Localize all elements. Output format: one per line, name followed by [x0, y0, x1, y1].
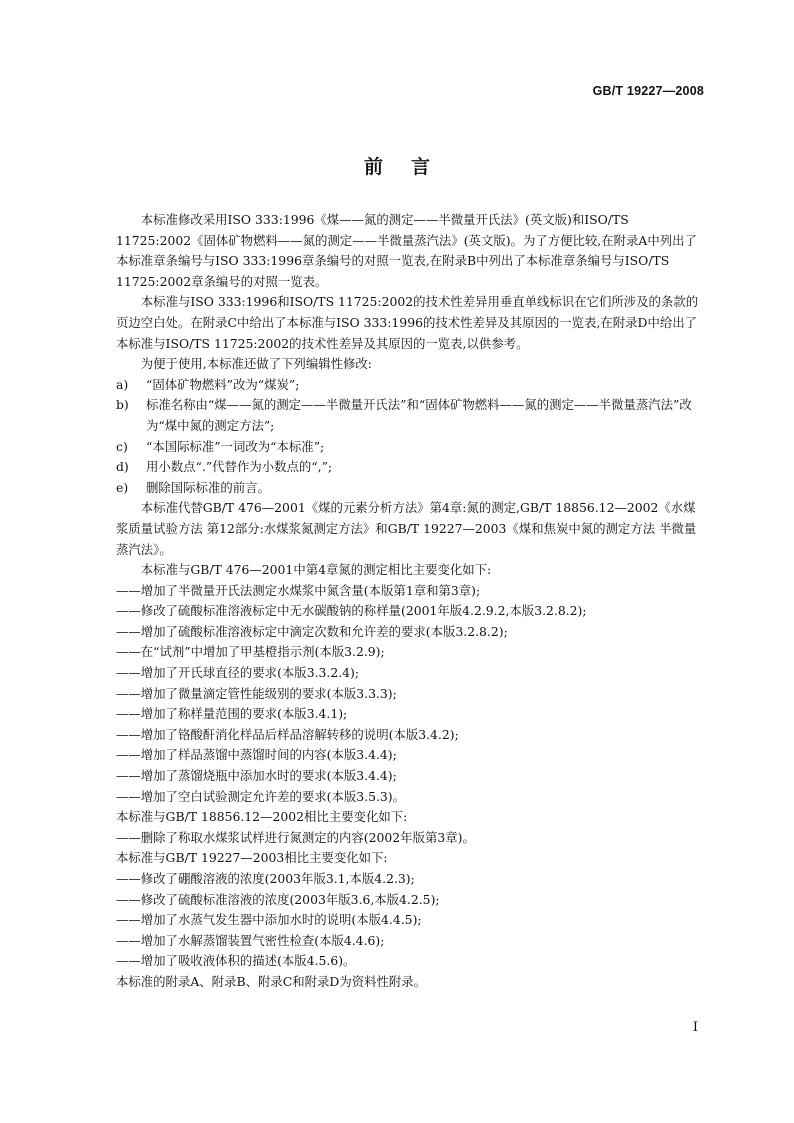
paragraph: 本标准代替GB/T 476—2001《煤的元素分析方法》第4章:氮的测定,GB/T 18856.12—2002《水煤浆质量试验方法 第12部分:水煤浆氮测定方法》和GB/T 19227—2003《煤和焦炭中氮的测定方法 半微量蒸汽法》。	[116, 500, 697, 557]
change-item: ——增加了空白试验测定允许差的要求(本版3.5.3)。	[116, 788, 406, 804]
change-item: ——增加了水蒸气发生器中添加水时的说明(本版4.4.5);	[116, 912, 422, 928]
change-item: ——增加了硫酸标准溶液标定中滴定次数和允许差的要求(本版3.2.8.2);	[116, 623, 508, 639]
list-item	[116, 437, 704, 458]
paragraph: 本标准与GB/T 19227—2003相比主要变化如下:	[116, 850, 388, 866]
change-item: ——增加了开氏球直径的要求(本版3.3.2.4);	[116, 665, 360, 681]
paragraph: 本标准与GB/T 18856.12—2002相比主要变化如下:	[116, 809, 408, 825]
change-item: ——增加了称样量范围的要求(本版3.4.1);	[116, 706, 348, 722]
change-item: ——增加了铬酸酐消化样品后样品溶解转移的说明(本版3.4.2);	[116, 726, 459, 742]
list-marker: d)	[116, 459, 129, 475]
change-item: ——增加了微量滴定管性能级别的要求(本版3.3.3);	[116, 685, 397, 701]
standard-number: GB/T 19227—2008	[592, 84, 704, 98]
change-item: ——增加了半微量开氏法测定水煤浆中氮含量(本版第1章和第3章);	[116, 582, 481, 598]
change-item: ——修改了硫酸标准溶液标定中无水碳酸钠的称样量(2001年版4.2.9.2,本版3.2.8.2);	[116, 603, 587, 619]
change-item: ——修改了硼酸溶液的浓度(2003年版3.1,本版4.2.3);	[116, 871, 415, 886]
list-marker: c)	[116, 438, 128, 454]
list-text: 删除国际标准的前言。	[146, 479, 270, 495]
page-title: 前言	[363, 156, 458, 178]
page-number: I	[692, 1020, 698, 1035]
list-text: 用小数点“.”代替作为小数点的“,”;	[146, 459, 333, 475]
list-marker: a)	[116, 376, 129, 392]
change-item: ——增加了吸收液体积的描述(本版4.5.6)。	[116, 953, 356, 969]
change-item: ——增加了水解蒸馏装置气密性检查(本版4.4.6);	[116, 932, 385, 948]
list-item	[116, 395, 704, 436]
change-item: ——修改了硫酸标准溶液的浓度(2003年版3.6,本版4.2.5);	[116, 891, 440, 907]
list-marker: b)	[116, 397, 129, 413]
list-text: “固体矿物燃料”改为“煤炭”;	[146, 376, 300, 392]
paragraph: 本标准与ISO 333:1996和ISO/TS 11725:2002的技术性差异用垂直单线标识在它们所涉及的条款的页边空白处。在附录C中给出了本标准与ISO 333:1996的技术性差异及其原因的一览表,在附录D中给出了本标准与ISO/TS 11725:2002的技术性差异及其原因的一览表,以供参考。	[116, 294, 699, 351]
paragraph: 本标准修改采用ISO 333:1996《煤——氮的测定——半微量开氏法》(英文版)和ISO/TS 11725:2002《固体矿物燃料——氮的测定——半微量蒸汽法》(英文版)。为了方便比较,在附录A中列出了本标准章条编号与ISO 333:1996章条编号的对照一览表,在附录B中列出了本标准章条编号与ISO/TS 11725:2002章条编号的对照一览表。	[116, 212, 697, 289]
list-text: “本国际标准”一词改为“本标准”;	[146, 438, 325, 454]
paragraph: 本标准的附录A、附录B、附录C和附录D为资料性附录。	[116, 973, 427, 989]
change-item: ——删除了称取水煤浆试样进行氮测定的内容(2002年版第3章)。	[116, 829, 475, 845]
list-marker: e)	[116, 479, 129, 495]
document-body	[116, 210, 704, 993]
list-item	[116, 375, 704, 396]
paragraph: 为便于使用,本标准还做了下列编辑性修改:	[140, 356, 372, 372]
list-item	[116, 457, 704, 478]
change-item: ——增加了样品蒸馏中蒸馏时间的内容(本版3.4.4);	[116, 747, 397, 763]
change-item: ——在“试剂”中增加了甲基橙指示剂(本版3.2.9);	[116, 644, 385, 660]
change-item: ——增加了蒸馏烧瓶中添加水时的要求(本版3.4.4);	[116, 768, 397, 784]
list-item	[116, 478, 704, 499]
paragraph: 本标准与GB/T 476—2001中第4章氮的测定相比主要变化如下:	[140, 562, 492, 578]
list-text: 标准名称由“煤——氮的测定——半微量开氏法”和“固体矿物燃料——氮的测定——半微量蒸汽法”改为“煤中氮的测定方法”;	[146, 397, 692, 433]
